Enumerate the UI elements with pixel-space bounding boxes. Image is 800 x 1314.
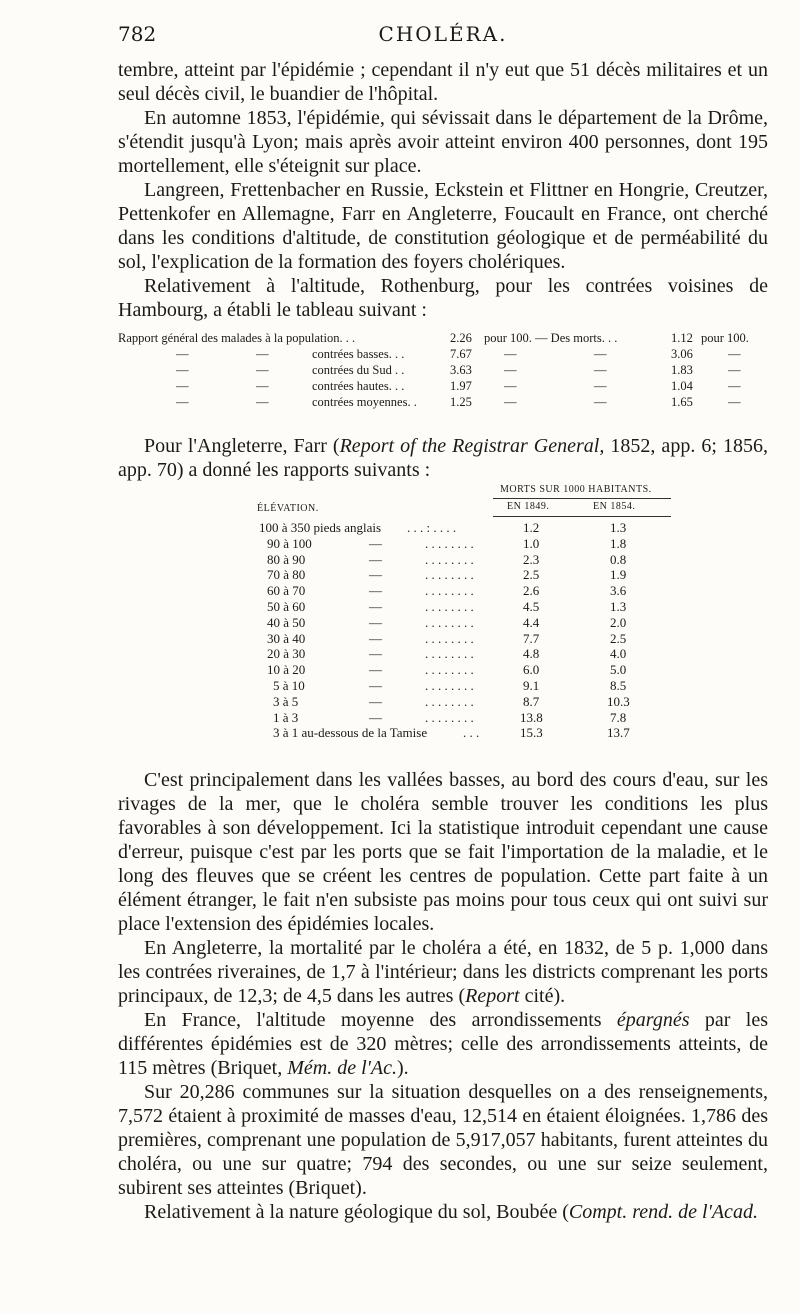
paragraph: En automne 1853, l'épidémie, qui sévissait dans le département de la Drôme, s'étendit jusqu'à Lyon; mais après avoir atteint environ 400 personnes, dont 195 mortellement, elle s'éteignit sur place. (118, 107, 768, 177)
table-row: Rapport général des malades à la population. . . 2.26 pour 100. — Des morts. . . 1.12 pour 100. (118, 331, 749, 345)
table-row: 90 à 100 — . . . . . . . . 1.0 1.8 (267, 535, 627, 551)
paragraph: Relativement à la nature géologique du sol, Boubée (Compt. rend. de l'Acad. (144, 1201, 758, 1223)
paragraph: Relativement à l'altitude, Rothenburg, pour les contrées voisines de Hambourg, a établi le tableau suivant : (118, 275, 768, 321)
table-row: 70 à 80 — . . . . . . . . 2.5 1.9 (267, 567, 627, 583)
paragraph: Sur 20,286 communes sur la situation desquelles on a des renseignements, 7,572 étaient à proximité de masses d'eau, 12,514 en étaient éloignées. 1,786 des premières, comprenant une population de 5,917,057 habitants, furent atteintes du choléra, ou une sur quatre; 794 des secondes, ou une sur seize seulement, subirent ses atteintes (Briquet). (118, 1081, 768, 1199)
paragraph: En France, l'altitude moyenne des arrondissements épargnés par les différentes épidémies est de 320 mètres; celle des arrondissements atteints, de 115 mètres (Briquet, Mém. de l'Ac.). (118, 1009, 768, 1079)
table-row: 5 à 10 — . . . . . . . . 9.1 8.5 (273, 677, 627, 693)
farr-paragraph: Pour l'Angleterre, Farr (Report of the Registrar General, 1852, app. 6; 1856, app. 70) a donné les rapports suivants : (118, 435, 768, 481)
table-row: 60 à 70 — . . . . . . . . 2.6 3.6 (267, 583, 627, 599)
mortality-table-farr (255, 484, 685, 741)
table-row: 3 à 5 — . . . . . . . . 8.7 10.3 (273, 693, 630, 709)
table-rule (493, 516, 671, 517)
table-row: 100 à 350 pieds anglais . . . : . . . . 1.2 1.3 (259, 520, 627, 535)
running-header (118, 22, 768, 52)
table-row: 3 à 1 au-dessous de la Tamise . . . 15.3 13.7 (273, 725, 630, 741)
paragraph: Langreen, Frettenbacher en Russie, Eckstein et Flittner en Hongrie, Creutzer, Pettenkofer en Allemagne, Farr en Angleterre, Foucault en France, ont cherché dans les conditions d'altitude, de constitution géologique et de perméabilité du sol, l'explication de la formation des foyers cholériques. (118, 179, 768, 273)
table-header-group: MORTS SUR 1000 HABITANTS. (500, 484, 652, 495)
page-number: 782 (118, 22, 157, 46)
table-row: — — contrées basses. . . 7.67 — — 3.06 — (176, 347, 741, 361)
table-row: 80 à 90 — . . . . . . . . 2.3 0.8 (267, 551, 627, 567)
paragraph: tembre, atteint par l'épidémie ; cependant il n'y eut que 51 décès militaires et un seul décès civil, le buandier de l'hôpital. (118, 59, 768, 105)
table-row: 30 à 40 — . . . . . . . . 7.7 2.5 (267, 630, 627, 646)
table-row: 10 à 20 — . . . . . . . . 6.0 5.0 (267, 662, 627, 678)
body-text-top (118, 58, 768, 322)
body-text-bottom (118, 768, 768, 1224)
table-row: — — contrées moyennes. . 1.25 — — 1.65 — (176, 395, 741, 409)
table-row: — — contrées hautes. . . 1.97 — — 1.04 — (176, 379, 741, 393)
table-row: 40 à 50 — . . . . . . . . 4.4 2.0 (267, 614, 627, 630)
table-row: — — contrées du Sud . . 3.63 — — 1.83 — (176, 363, 741, 377)
paragraph: C'est principalement dans les vallées basses, au bord des cours d'eau, sur les rivages de la mer, que le choléra semble trouver les conditions les plus favorables à son développement. Ici la statistique introduit cependant une cause d'erreur, puisque c'est par les ports que se fait l'importation de la maladie, et le long des fleuves que se créent les centres de population. Cette part faite à un élément étranger, le fait n'en subsiste pas moins pour tous ceux qui ont suivi sur place l'extension des épidémies locales. (118, 769, 768, 935)
running-title: CHOLÉRA. (378, 22, 508, 46)
table-header-row: ÉLÉVATION. EN 1849. EN 1854. (257, 501, 636, 514)
altitude-table-rothenburg (118, 331, 768, 411)
paragraph: En Angleterre, la mortalité par le choléra a été, en 1832, de 5 p. 1,000 dans les contrées riveraines, de 1,7 à l'intérieur; dans les districts comprenant les ports principaux, de 12,3; de 4,5 dans les autres (Report cité). (118, 937, 768, 1007)
table-row: 50 à 60 — . . . . . . . . 4.5 1.3 (267, 598, 627, 614)
table-row: 1 à 3 — . . . . . . . . 13.8 7.8 (273, 709, 627, 725)
table-row: 20 à 30 — . . . . . . . . 4.8 4.0 (267, 646, 627, 662)
